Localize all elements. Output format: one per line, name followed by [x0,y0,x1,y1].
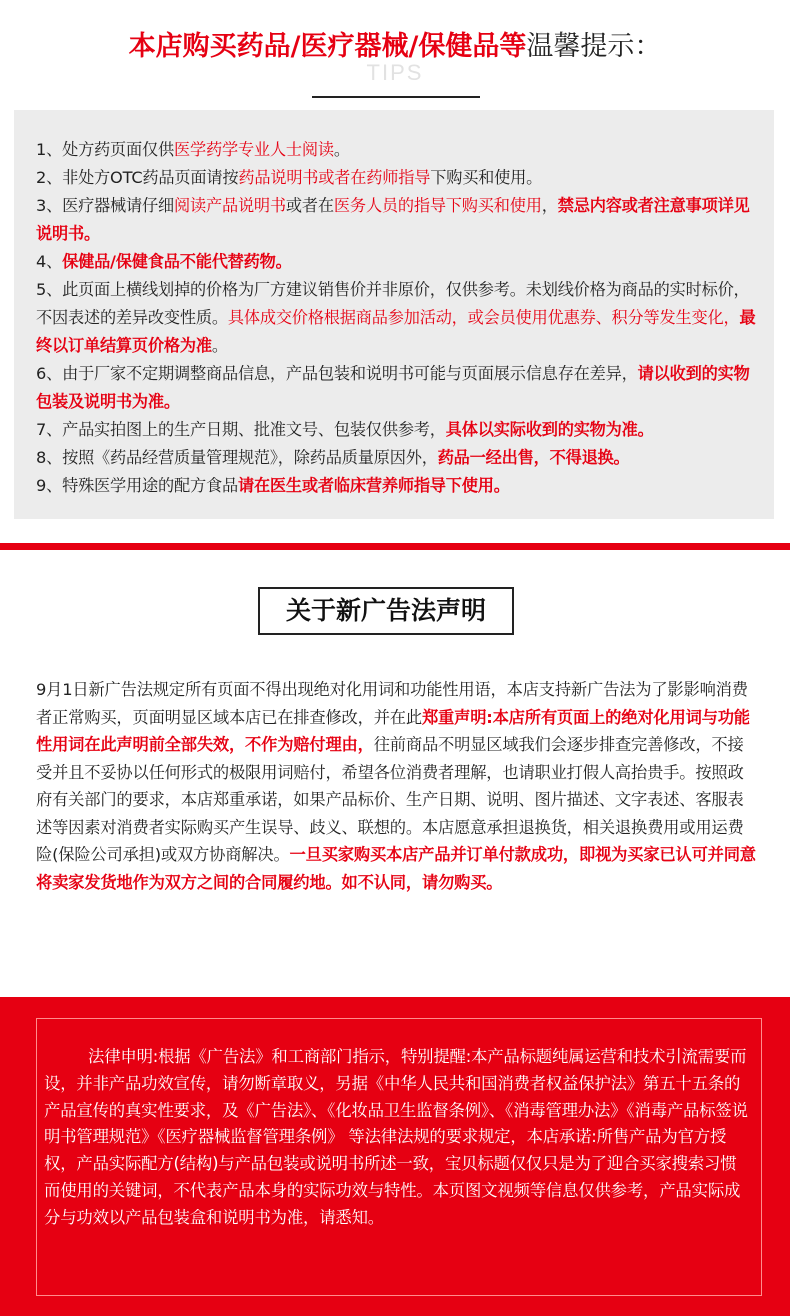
text-segment: 请在医生或者临床营养师指导下使用。 [237,476,510,495]
text-segment: 6、由于厂家不定期调整商品信息，产品包装和说明书可能与页面展示信息存在差异， [36,364,638,383]
title-red-part: 本店购买药品/医疗器械/保健品等 [128,31,527,62]
text-segment: 医学药学专业人士阅读 [174,140,334,159]
text-segment: 2、非处方OTC药品页面请按 [36,168,239,187]
text-segment: 请以收到的实物包装及说明书为准。 [36,364,750,411]
notice-item [36,276,756,360]
text-segment: 8、按照《药品经营质量管理规范》，除药品质量原因外， [36,448,438,467]
text-segment: 1、处方药页面仅供 [36,140,174,159]
notice-item [36,164,756,192]
text-segment: 往前商品不明显区域我们会逐步排查完善修改，不接受并且不妥协以任何形式的极限用词赔付，希望各位消费者理解，也请职业打假人高抬贵手。按照政府有关部门的要求，本店郑重承诺，如果产品标价、生产日期、说明、图片描述、文字表述、客服表述等因素对消费者实际购买产生误导、歧义、联想的。本店愿意承担退换货，相关退换费用或用运费险(保险公司承担)或双方协商解决。 [36,735,744,864]
notice-item [36,444,756,472]
notice-item [36,360,756,416]
text-segment: 4、 [36,252,63,271]
text-segment: 5、此页面上横线划掉的价格为厂方建议销售价并非原价，仅供参考。未划线价格为商品的实时标价，不因表述的差异改变性质。 [36,280,750,327]
text-segment: 。 [333,140,350,159]
notice-item [36,472,756,500]
text-segment: 9月1日新广告法规定所有页面不得出现绝对化用词和功能性用语，本店支持新广告法为了影影响消费者正常购买，页面明显区域本店已在排查修改，并在此 [36,680,748,727]
text-segment: ， [541,196,558,215]
text-segment: 。 [211,336,228,355]
text-segment: 郑重声明:本店所有页面上的绝对化用词与功能性用词在此声明前全部失效，不作为赔付理由， [36,707,750,754]
notice-item [36,136,756,164]
text-segment: 一旦买家购买本店产品并订单付款成功，即视为买家已认可并同意将卖家发货地作为双方之间的合同履约地。如不认同，请勿购买。 [36,845,756,892]
text-segment: 药品说明书或者在药师指导 [238,168,431,187]
notice-item [36,248,756,276]
notice-item [36,192,756,248]
notice-list [36,136,756,500]
text-segment: 医务人员的指导下购买和使用 [333,196,542,215]
ad-law-heading: 关于新广告法声明 [258,587,514,635]
ad-law-statement [36,676,756,896]
tips-subtitle: TIPS [366,60,424,85]
text-segment: 最终以订单结算页价格为准 [36,308,756,355]
text-segment: 7、产品实拍图上的生产日期、批准文号、包装仅供参考， [36,420,446,439]
text-segment: 3、医疗器械请仔细 [36,196,174,215]
title-underline [312,96,480,98]
text-segment: 或者在 [285,196,334,215]
text-segment: 具体以实际收到的实物为准。 [445,420,654,439]
red-divider [0,543,790,550]
text-segment: 9、特殊医学用途的配方食品 [36,476,238,495]
notice-item [36,416,756,444]
text-segment: 禁忌内容或者注意事项详见说明书。 [36,196,750,243]
text-segment: 下购买和使用。 [430,168,543,187]
title-dark-part: 温馨提示： [526,31,662,62]
text-segment: 保健品/保健食品不能代替药物。 [62,252,292,271]
legal-notice-text: 法律申明:根据《广告法》和工商部门指示，特别提醒:本产品标题纯属运营和技术引流需要而设，并非产品功效宣传，请勿断章取义，另据《中华人民共和国消费者权益保护法》第五十五条的产品宣传的真实性要求，及《广告法》、《化妆品卫生监督条例》、《消毒管理办法》《消毒产品标签说明书管理规范》《医疗器械监督管理条例》 等法律法规的要求规定，本店承诺:所售产品为官方授权，产品实际配方(结构)与产品包装或说明书所述一致，宝贝标题仅仅只是为了迎合买家搜索习惯而使用的关键词，不代表产品本身的实际功效与特性。本页图文视频等信息仅供参考，产品实际成分与功效以产品包装盒和说明书为准，请悉知。 [44,1047,748,1227]
text-segment: 阅读产品说明书 [174,196,286,215]
text-segment: 药品一经出售，不得退换。 [437,448,630,467]
text-segment: 具体成交价格根据商品参加活动，或会员使用优惠券、积分等发生变化， [227,308,740,327]
